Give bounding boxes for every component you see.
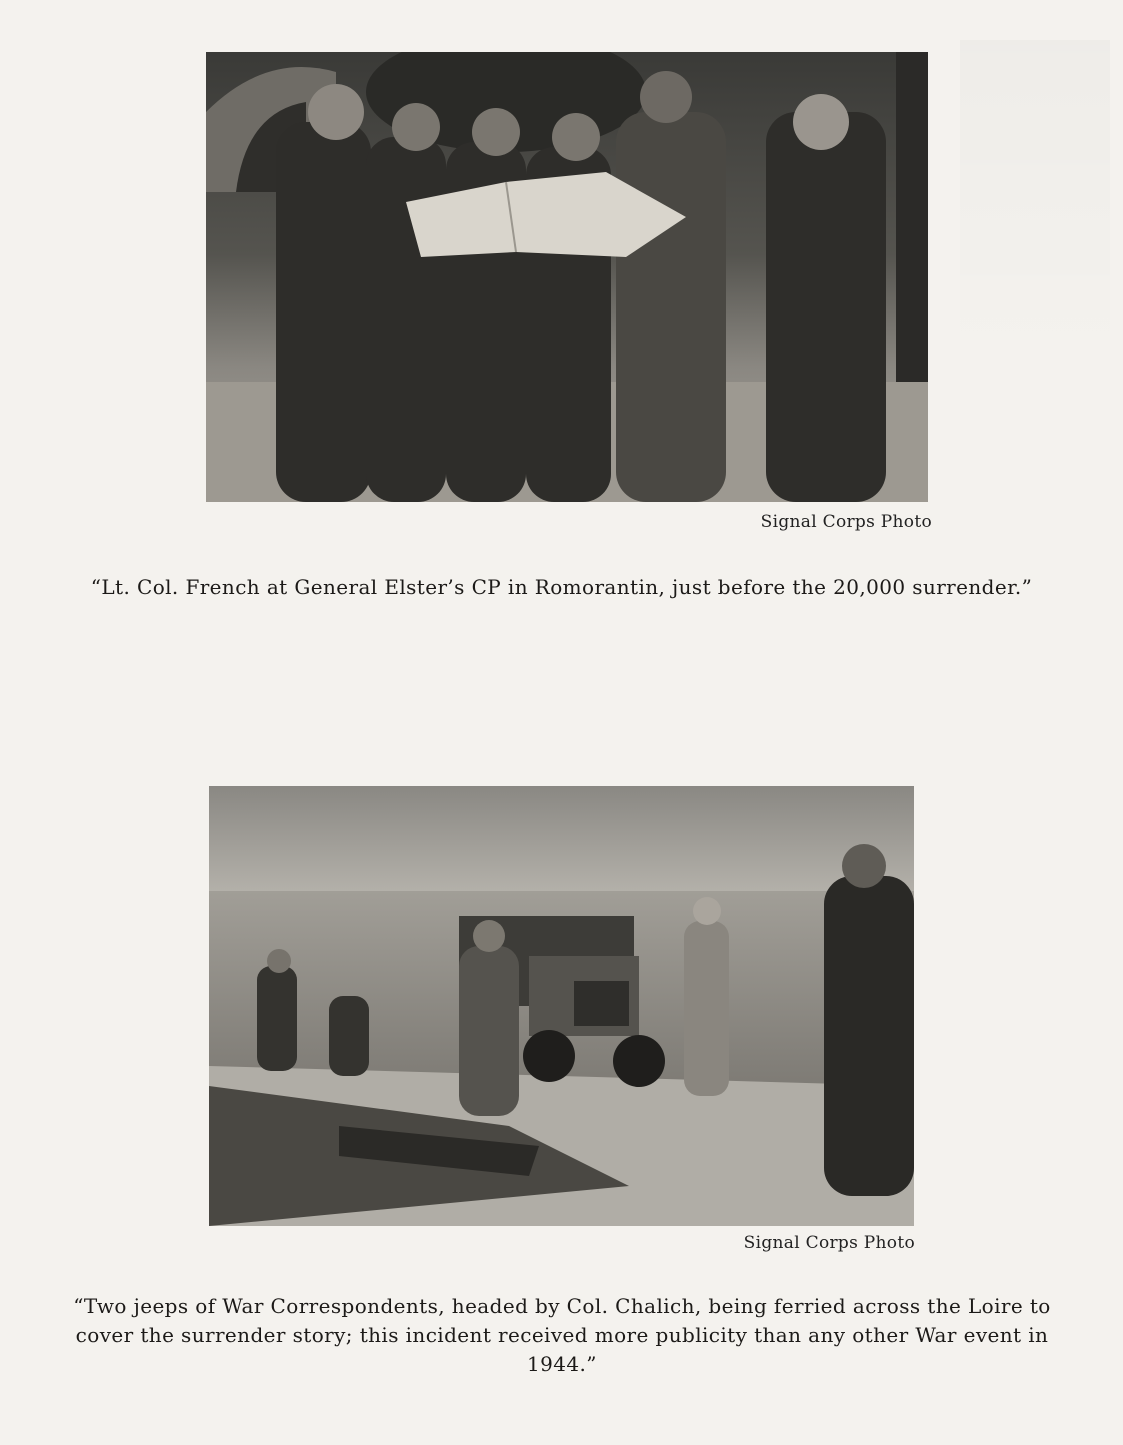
officers-photo-image: [206, 52, 928, 502]
photo-credit-1: Signal Corps Photo: [760, 512, 932, 532]
caption-1: “Lt. Col. French at General Elster’s CP in Romorantin, just before the 20,000 surrender.”: [90, 575, 1033, 599]
caption-2: “Two jeeps of War Correspondents, headed by Col. Chalich, being ferried across the Loire to cover the surrender story; this incident received more publicity than any other War event in 1944.”: [73, 1294, 1051, 1376]
bleed-through-shadow: [960, 40, 1110, 360]
photo-jeeps-ferried: [209, 786, 914, 1226]
photo-officers-with-map: [206, 52, 928, 502]
jeeps-photo-image: [209, 786, 914, 1226]
photo-credit-2: Signal Corps Photo: [743, 1233, 915, 1253]
